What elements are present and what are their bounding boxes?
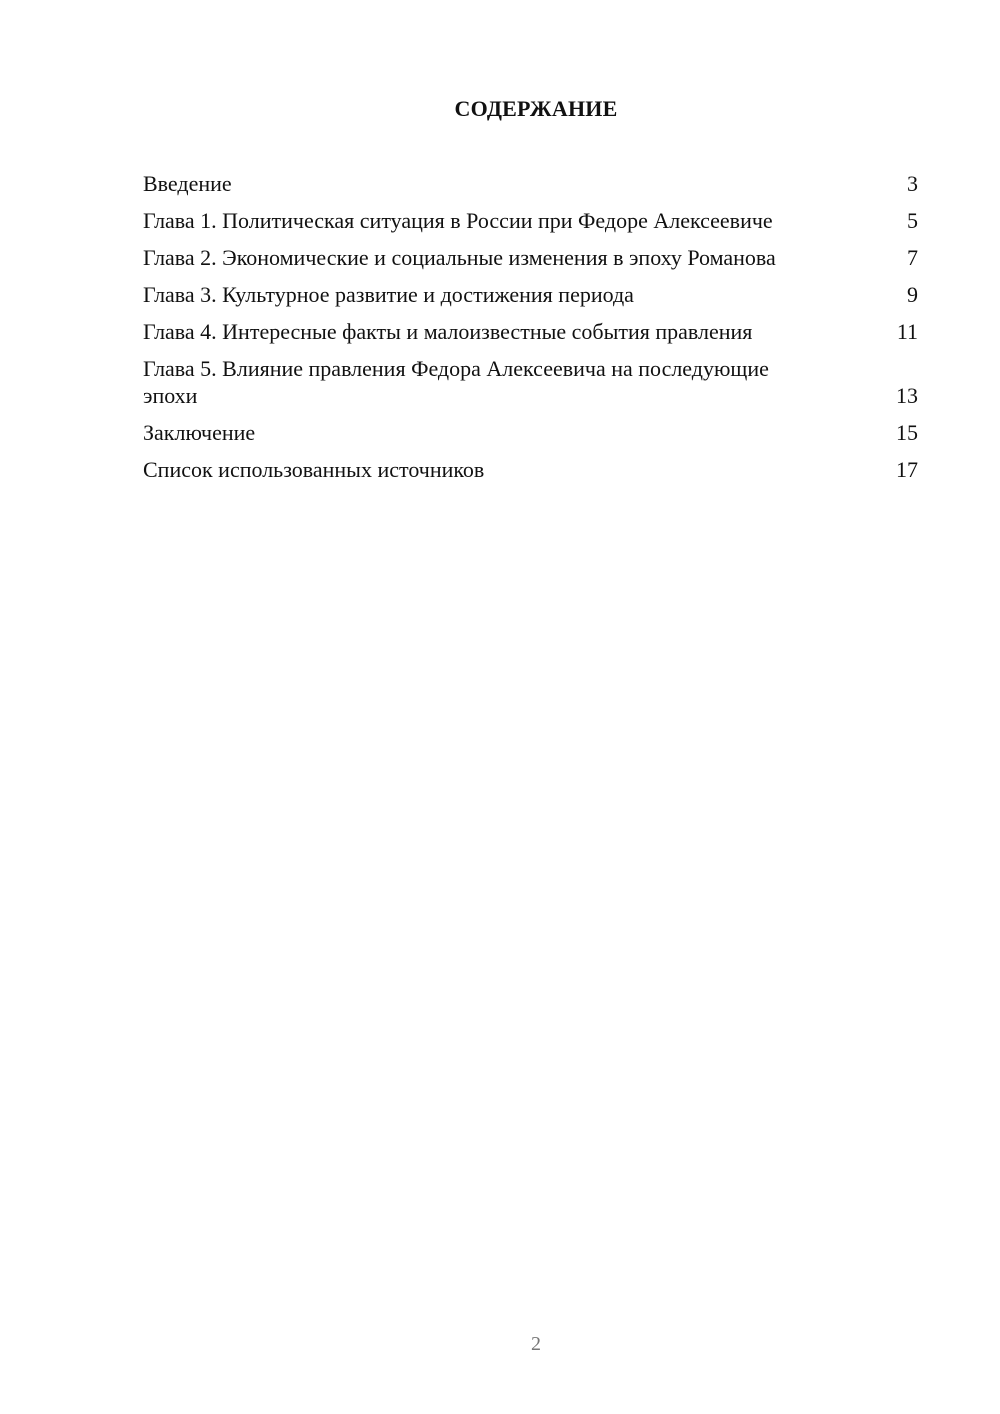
toc-entry-page: 5 xyxy=(907,208,918,233)
toc-entry-page: 11 xyxy=(896,319,918,344)
toc-entry-chapter-3 xyxy=(143,281,918,308)
toc-entry-page: 17 xyxy=(896,457,918,482)
toc-entry-label: Глава 2. Экономические и социальные изменения в эпоху Романова xyxy=(143,245,776,270)
toc-entry-page: 3 xyxy=(907,171,918,196)
toc-entry-page: 9 xyxy=(907,282,918,307)
toc-entry-introduction xyxy=(143,170,918,197)
table-of-contents xyxy=(143,170,918,493)
toc-entry-label: Список использованных источников xyxy=(143,457,485,482)
toc-entry-chapter-2 xyxy=(143,244,918,271)
toc-entry-label: Заключение xyxy=(143,420,256,445)
toc-entry-page: 15 xyxy=(896,420,918,445)
toc-entry-chapter-1 xyxy=(143,207,918,234)
toc-title: СОДЕРЖАНИЕ xyxy=(454,96,618,121)
toc-entry-label: Введение xyxy=(143,171,232,196)
toc-entry-references xyxy=(143,456,918,483)
toc-entry-chapter-5 xyxy=(143,355,918,409)
toc-entry-label: Глава 3. Культурное развитие и достижения периода xyxy=(143,282,634,307)
toc-entry-label: Глава 5. Влияние правления Федора Алексеевича на последующие эпохи xyxy=(143,356,769,408)
toc-entry-page: 13 xyxy=(896,383,918,408)
toc-entry-page: 7 xyxy=(907,245,918,270)
toc-entry-label: Глава 4. Интересные факты и малоизвестные события правления xyxy=(143,319,753,344)
page-number: 2 xyxy=(531,1333,541,1355)
toc-entry-label: Глава 1. Политическая ситуация в России при Федоре Алексеевиче xyxy=(143,208,773,233)
toc-entry-conclusion xyxy=(143,419,918,446)
toc-entry-chapter-4 xyxy=(143,318,918,345)
